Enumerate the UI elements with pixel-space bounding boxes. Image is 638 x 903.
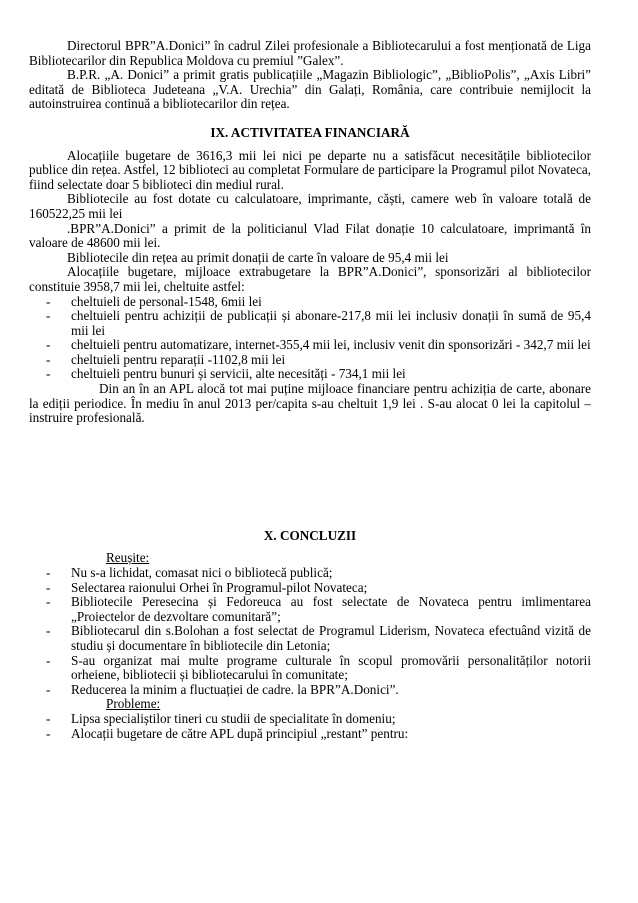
list-item bbox=[29, 595, 591, 624]
list-item-text: cheltuieli pentru bunuri și servicii, alte necesități - 734,1 mii lei bbox=[71, 366, 406, 382]
problems-label: Probleme: bbox=[106, 696, 161, 712]
list-dash: - bbox=[46, 565, 51, 581]
page-content bbox=[29, 39, 591, 741]
list-item bbox=[29, 353, 591, 368]
list-item bbox=[29, 295, 591, 310]
list-dash: - bbox=[46, 725, 51, 741]
list-item-text: Bibliotecarul din s.Bolohan a fost selectat de Programul Liderism, Novateca efectuând vizită de studiu și documentare în bibliotecile din Letonia; bbox=[71, 623, 591, 653]
list-item-text: Selectarea raionului Orhei în Programul-pilot Novateca; bbox=[71, 579, 368, 595]
list-item bbox=[29, 654, 591, 683]
list-item bbox=[29, 309, 591, 338]
list-item bbox=[29, 624, 591, 653]
list-item bbox=[29, 683, 591, 698]
list-dash: - bbox=[46, 652, 51, 668]
list-item bbox=[29, 581, 591, 596]
list-item-text: cheltuieli pentru reparații -1102,8 mii lei bbox=[71, 351, 286, 367]
list-item bbox=[29, 727, 591, 742]
list-item-text: Lipsa specialiștilor tineri cu studii de specialitate în domeniu; bbox=[71, 710, 396, 726]
financial-paragraph-5: Alocațiile bugetare, mijloace extrabugetare la BPR”A.Donici”, sponsorizări al bibliotecilor constituie 3958,7 mii lei, cheltuite astfel: bbox=[29, 264, 591, 294]
list-item-text: S-au organizat mai multe programe culturale în scopul promovării personalităților notorii orheiene, bibliotecii și bibliotecarului în comunitate; bbox=[71, 652, 591, 683]
list-item-text: cheltuieli de personal-1548, 6mii lei bbox=[71, 293, 262, 309]
financial-paragraph-2: Bibliotecile au fost dotate cu calculatoare, imprimante, căști, camere web în valoare totală de 160522,25 mii lei bbox=[29, 191, 591, 221]
financial-paragraph-3: .BPR”A.Donici” a primit de la politicianul Vlad Filat donație 10 calculatoare, imprimantă în valoare de 48600 mii lei. bbox=[29, 220, 591, 251]
financial-paragraph-6: Din an în an APL alocă tot mai puține mijloace financiare pentru achiziția de carte, abonare la ediții periodice. În mediu în anul 2013 per/capita s-au cheltuit 1,9 lei . S-au alocat 0 lei la capitolul –instruire profesională. bbox=[29, 381, 591, 426]
list-item-text: Bibliotecile Peresecina și Fedoreuca au fost selectate de Novateca pentru imlimentarea „Proiectelor de dezvoltare comunitară”; bbox=[71, 594, 591, 624]
list-item-text: Alocații bugetare de către APL după principiul „restant” pentru: bbox=[71, 725, 409, 741]
list-dash: - bbox=[46, 366, 51, 382]
list-dash: - bbox=[46, 594, 51, 610]
list-item-text: Reducerea la minim a fluctuației de cadre. la BPR”A.Donici”. bbox=[71, 681, 399, 697]
successes-label: Reușite: bbox=[106, 550, 150, 566]
list-dash: - bbox=[46, 623, 51, 639]
list-item bbox=[29, 367, 591, 382]
list-item bbox=[29, 566, 591, 581]
successes-list bbox=[29, 566, 591, 697]
expenses-list bbox=[29, 295, 591, 383]
list-item bbox=[29, 338, 591, 353]
financial-paragraph-1: Alocațiile bugetare de 3616,3 mii lei nici pe departe nu a satisfăcut necesitățile bibliotecilor publice din rețea. Astfel, 12 biblioteci au completat Formulare de participare la Programul pilot Novateca, fiind selectate doar 5 biblioteci din mediul rural. bbox=[29, 147, 591, 192]
list-dash: - bbox=[46, 293, 51, 309]
list-item-text: Nu s-a lichidat, comasat nici o bibliotecă publică; bbox=[71, 565, 333, 581]
list-item bbox=[29, 712, 591, 727]
list-dash: - bbox=[46, 579, 51, 595]
list-dash: - bbox=[46, 681, 51, 697]
financial-paragraph-4: Bibliotecile din rețea au primit donații de carte în valoare de 95,4 mii lei bbox=[67, 249, 449, 265]
list-dash: - bbox=[46, 308, 51, 324]
list-dash: - bbox=[46, 337, 51, 353]
list-item-text: cheltuieli pentru achiziții de publicații și abonare-217,8 mii lei inclusiv donații în sumă de 95,4 mii lei bbox=[71, 308, 591, 338]
list-dash: - bbox=[46, 710, 51, 726]
intro-paragraph-2: B.P.R. „A. Donici” a primit gratis publicațiile „Magazin Bibliologic”, „BiblioPolis”, „Axis Libri” editată de Biblioteca Judeteana „V.A. Urechia” din Galați, România, care contribuie nemijlocit la autoinstruirea continuă a bibliotecarilor din rețea. bbox=[29, 67, 591, 112]
problems-list bbox=[29, 712, 591, 741]
section-9-heading: IX. ACTIVITATEA FINANCIARĂ bbox=[210, 124, 410, 140]
intro-paragraph-1: Directorul BPR”A.Donici” în cadrul Zilei profesionale a Bibliotecarului a fost menționată de Liga Bibliotecarilor din Republica Moldova cu premiul ”Galex”. bbox=[29, 38, 591, 68]
list-dash: - bbox=[46, 351, 51, 367]
list-item-text: cheltuieli pentru automatizare, internet-355,4 mii lei, inclusiv venit din sponsorizări - 342,7 mii lei bbox=[71, 337, 591, 353]
section-10-heading: X. CONCLUZII bbox=[263, 527, 357, 543]
